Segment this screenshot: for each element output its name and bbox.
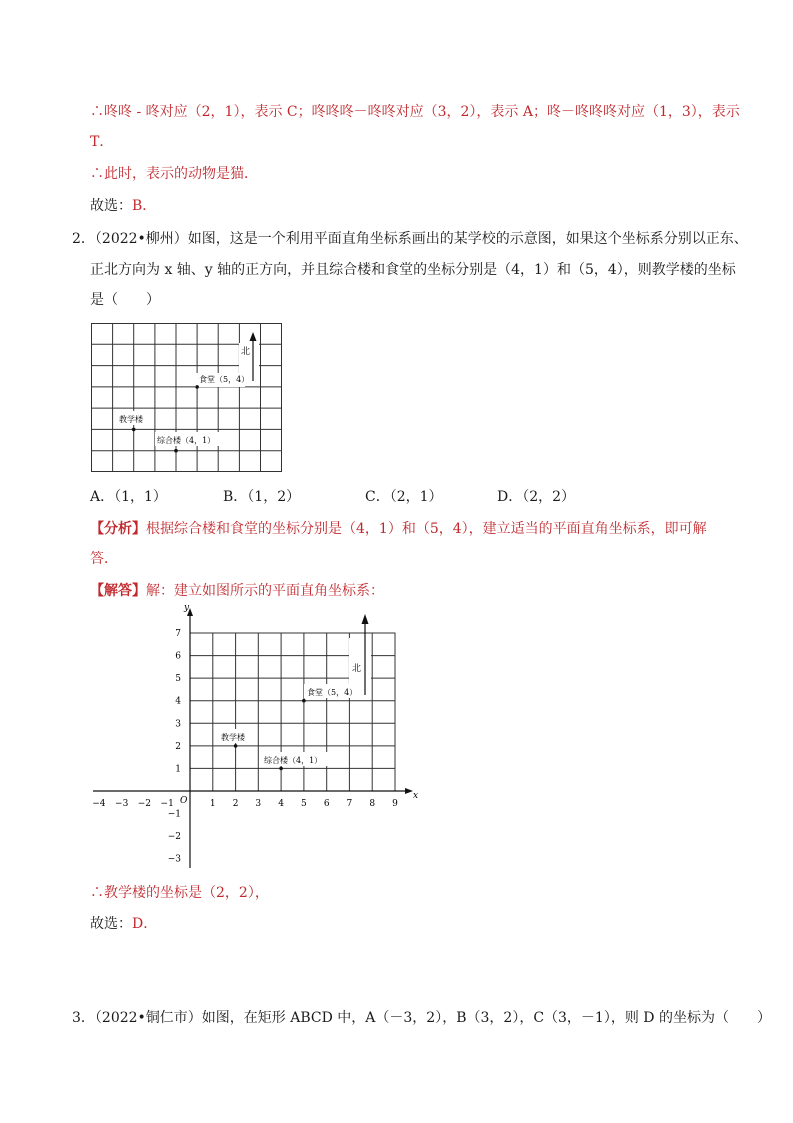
teaching2-label: 教学楼 bbox=[221, 733, 245, 742]
answer-letter: D． bbox=[132, 916, 158, 932]
teaching2-point bbox=[234, 744, 238, 748]
analysis-tag: 【分析】 bbox=[90, 521, 146, 537]
x-tick: 1 bbox=[209, 799, 216, 809]
y-tick: 6 bbox=[175, 651, 181, 662]
y-tick: −1 bbox=[167, 809, 181, 820]
canteen2-label: 食堂（5，4） bbox=[307, 688, 358, 697]
x-tick: 2 bbox=[232, 799, 239, 809]
q2-line2: 正北方向为 x 轴、y 轴的正方向，并且综合楼和食堂的坐标分别是（4，1）和（5，4），则教学楼的坐标 bbox=[90, 262, 736, 278]
x-tick: −3 bbox=[115, 799, 129, 809]
x-tick: 4 bbox=[278, 799, 284, 809]
north-label: 北 bbox=[241, 347, 251, 357]
school-map-figure bbox=[91, 323, 283, 473]
x-tick: 9 bbox=[392, 799, 398, 809]
origin-label: O bbox=[180, 796, 188, 806]
q3-line1: 3．（2022•铜仁市）如图，在矩形 ABCD 中，A（－3，2），B（3，2），C（3，－1），则 D 的坐标为（ ） bbox=[72, 1010, 771, 1026]
prev-answer bbox=[90, 196, 156, 216]
option-b: B．（1，2） bbox=[223, 489, 301, 505]
answer-letter: B． bbox=[132, 198, 157, 214]
prev-solution-line1-cont: T． bbox=[90, 134, 114, 150]
option-d: D．（2，2） bbox=[497, 489, 576, 505]
prev-answer-text: 故选：B． bbox=[90, 198, 157, 214]
y-tick: 1 bbox=[175, 764, 181, 775]
x-tick: −1 bbox=[160, 799, 174, 809]
x-tick: 7 bbox=[346, 799, 353, 809]
y-tick: −3 bbox=[167, 854, 181, 865]
north2-arrow-icon bbox=[362, 614, 369, 624]
y-tick-labels bbox=[168, 629, 182, 865]
x-tick: 5 bbox=[301, 799, 307, 809]
y-tick: 5 bbox=[175, 674, 181, 685]
option-a: A．（1，1） bbox=[90, 489, 167, 505]
canteen2-point bbox=[302, 699, 306, 703]
teaching-point bbox=[132, 428, 136, 432]
north2-bg bbox=[349, 638, 371, 684]
x-axis-label: x bbox=[413, 791, 419, 801]
complex-label: 综合楼（4，1） bbox=[157, 436, 216, 445]
analysis-line1 bbox=[90, 519, 707, 539]
teaching-label: 教学楼 bbox=[119, 415, 143, 424]
x-tick: −4 bbox=[92, 799, 106, 809]
y-tick: 4 bbox=[175, 696, 181, 707]
solution-text: 解：建立如图所示的平面直角坐标系： bbox=[146, 583, 384, 599]
solution-tag: 【解答】 bbox=[90, 583, 146, 599]
x-axis-arrow-icon bbox=[405, 788, 413, 794]
north-arrow-icon bbox=[250, 332, 257, 341]
y-tick: 7 bbox=[175, 629, 181, 639]
solution-line bbox=[90, 581, 384, 601]
north2-label: 北 bbox=[352, 664, 362, 674]
canteen-point bbox=[195, 385, 199, 389]
complex-point bbox=[174, 449, 178, 453]
x-tick: −2 bbox=[137, 799, 152, 809]
conclusion-line: ∴教学楼的坐标是（2，2）， bbox=[90, 885, 269, 901]
y-tick: −2 bbox=[167, 832, 181, 843]
canteen-label: 食堂（5，4） bbox=[199, 375, 250, 384]
complex2-label: 综合楼（4，1） bbox=[264, 756, 323, 765]
x-tick: 8 bbox=[369, 799, 376, 809]
complex2-point bbox=[279, 767, 283, 771]
x-tick: 3 bbox=[255, 799, 262, 809]
x-tick: 6 bbox=[323, 799, 330, 809]
q2-answer-text: 故选：D． bbox=[90, 916, 158, 932]
y-axis-label: y bbox=[184, 603, 190, 613]
q2-answer bbox=[90, 914, 157, 934]
option-c: C．（2，1） bbox=[365, 489, 443, 505]
y-tick: 3 bbox=[175, 719, 181, 730]
x-tick-labels bbox=[92, 799, 398, 809]
q2-line3: 是（ ） bbox=[90, 292, 160, 308]
y-tick: 2 bbox=[175, 741, 181, 752]
analysis-line2: 答． bbox=[90, 551, 118, 567]
analysis-text: 根据综合楼和食堂的坐标分别是（4，1）和（5，4），建立适当的平面直角坐标系，即可解 bbox=[146, 521, 707, 537]
prev-solution-line1: ∴咚咚 - 咚对应（2，1），表示 C；咚咚咚－咚咚对应（3，2），表示 A；咚－咚咚咚对应（1，3），表示 bbox=[90, 104, 740, 120]
coordinate-figure bbox=[85, 600, 425, 872]
prev-solution-line2: ∴此时，表示的动物是猫． bbox=[90, 166, 258, 182]
q2-line1: 2．（2022•柳州）如图，这是一个利用平面直角坐标系画出的某学校的示意图，如果这个坐标系分别以正东、 bbox=[72, 231, 748, 247]
